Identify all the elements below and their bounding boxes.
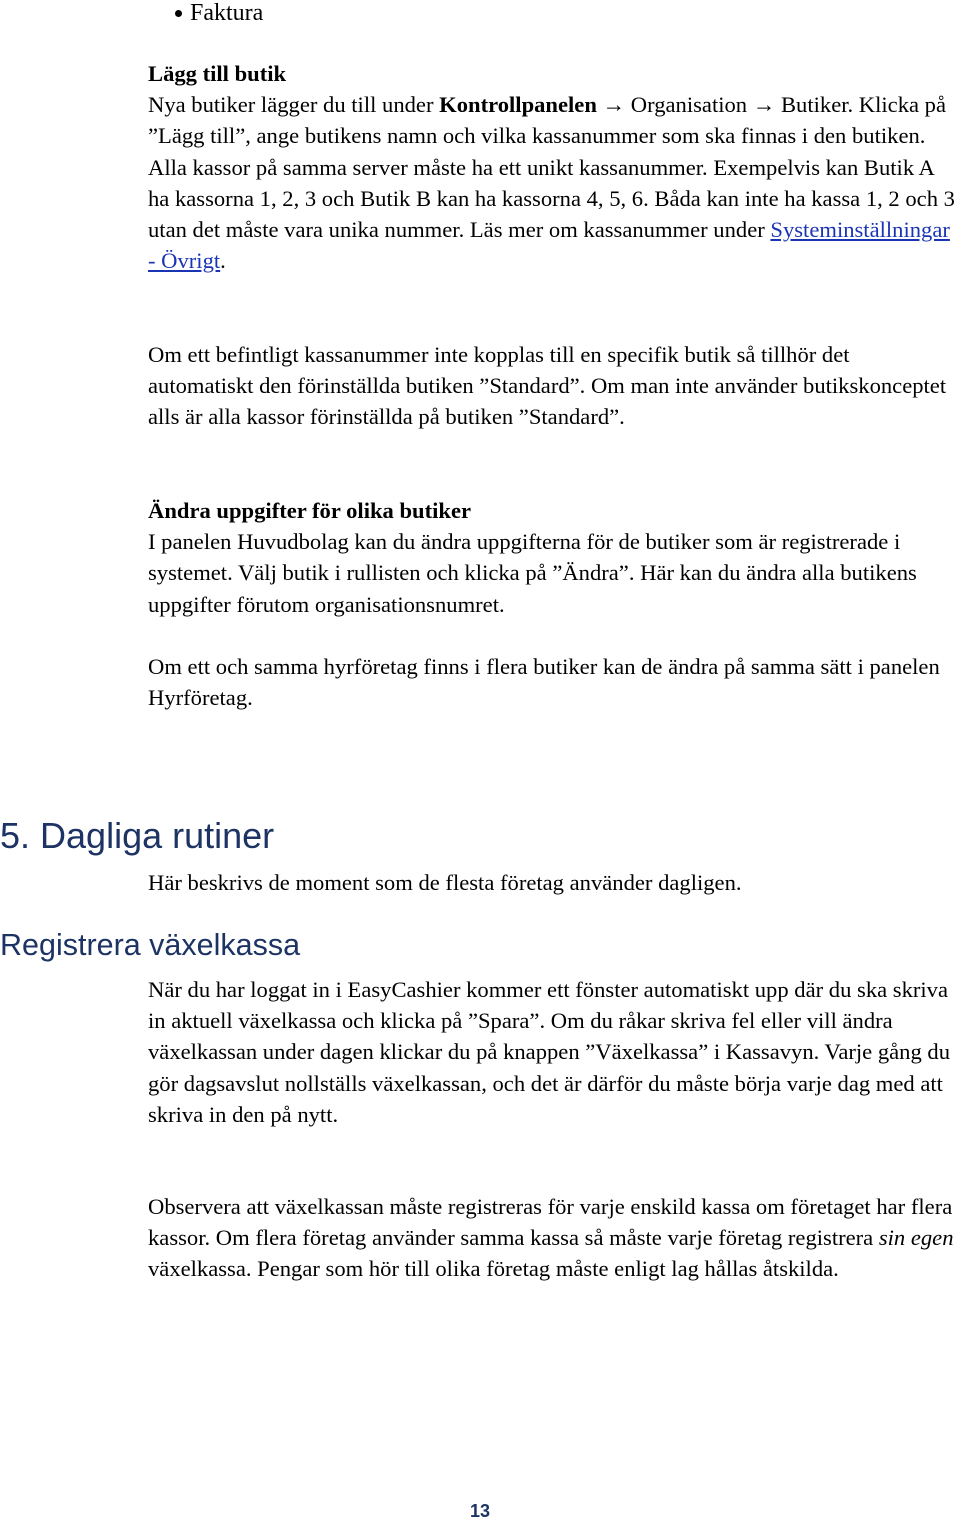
italic-term: sin egen [878,1225,954,1251]
section-add-store [148,58,960,276]
paragraph-add-store [148,89,960,276]
bullet-list-item [190,0,263,26]
section-edit-store [148,495,960,620]
bullet-text: Faktura [190,0,264,26]
paragraph-register-float [148,974,960,1130]
section-heading-edit-store: Ändra uppgifter för olika butiker [148,498,472,523]
paragraph-multiple-companies [148,1191,960,1285]
text-run: → Organisation → Butiker. Klicka på ”Lägg till”, ange butikens namn och vilka kassanummer som ska finnas i den butiken. Alla kassor på samma server måste ha ett unikt kassanummer. Exempelvis kan Butik A ha kassorna 1, 2, 3 och Butik B kan ha kassorna 4, 5, 6. Båda kan inte ha kassa 1, 2 och 3 utan det måste vara unika nummer. Läs mer om kassanummer under [148,92,955,243]
text-run: Observera att växelkassan måste registreras för varje enskild kassa om företaget har flera kassor. Om flera företag använder samma kassa så måste varje företag registrera [148,1194,953,1251]
paragraph-text: Om ett befintligt kassanummer inte kopplas till en specifik butik så tillhör det automatiskt den förinställda butiken ”Standard”. Om man inte använder butikskonceptet alls är alla kassor förinställda på butiken ”Standard”. [148,342,947,430]
paragraph-text: Om ett och samma hyrföretag finns i flera butiker kan de ändra på samma sätt i panelen Hyrföretag. [148,654,940,711]
paragraph-text [148,1191,960,1285]
section-heading-add-store: Lägg till butik [148,61,287,86]
link-system-settings[interactable]: Systeminställningar - Övrigt [148,217,950,274]
paragraph-default-store [148,339,960,433]
paragraph-rental-company [148,651,960,713]
chapter-heading: 5. Dagliga rutiner [0,815,275,856]
page-number: 13 [469,1501,491,1521]
text-run: . [220,248,226,274]
paragraph-text: När du har loggat in i EasyCashier kommer ett fönster automatiskt upp där du ska skriva in aktuell växelkassa och klicka på ”Spara”. Om du råkar skriva fel eller vill ändra växelkassan under dagen klickar du på knappen ”Växelkassa” i Kassavyn. Varje gång du gör dagsavslut nollställs växelkassan, och det är därför du måste börja varje dag med att skriva in den på nytt. [148,977,951,1127]
paragraph-edit-store: I panelen Huvudbolag kan du ändra uppgifterna för de butiker som är registrerade i systemet. Välj butik i rullisten och klicka på ”Ändra”. Här kan du ändra alla butikens uppgifter förutom organisationsnumret. [148,529,917,617]
bullet-icon [175,10,182,17]
subsection-heading-register-float: Registrera växelkassa [0,928,301,962]
paragraph-text: Här beskrivs de moment som de flesta företag använder dagligen. [148,870,742,895]
text-run: Nya butiker lägger du till under [148,92,440,118]
text-run: växelkassa. Pengar som hör till olika företag måste enligt lag hållas åtskilda. [148,1256,839,1282]
chapter-intro [148,867,960,898]
bold-term: Kontrollpanelen [439,92,597,118]
